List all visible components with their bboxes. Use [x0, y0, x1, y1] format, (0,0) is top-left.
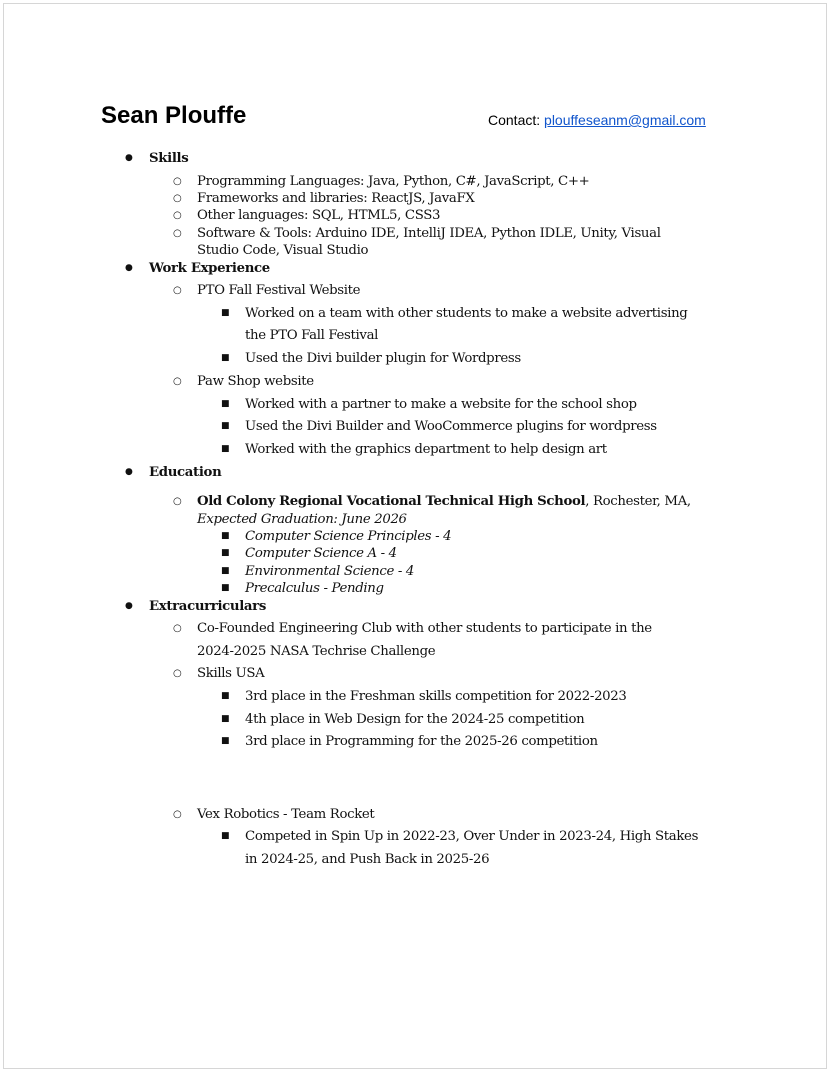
skill-item: ○ Programming Languages: Java, Python, C#, JavaScript, C++: [197, 173, 589, 190]
section-heading-education: ● Education: [149, 464, 221, 481]
skill-item-continuation: Studio Code, Visual Studio: [197, 243, 369, 258]
activity-bullet-continuation: in 2024-25, and Push Back in 2025-26: [245, 852, 490, 867]
section-heading-skills: ● Skills: [149, 150, 188, 167]
course-item: ■ Precalculus - Pending: [245, 580, 384, 597]
resume-name: Sean Plouffe: [101, 102, 247, 129]
email-link[interactable]: plouffeseanm@gmail.com: [544, 112, 706, 128]
school-location: , Rochester, MA,: [585, 494, 691, 509]
job-bullet: ■ Worked on a team with other students to make a website advertising: [245, 305, 687, 322]
contact-line: [488, 112, 706, 128]
course-item: ■ Computer Science Principles - 4: [245, 528, 451, 545]
skill-item: ○ Frameworks and libraries: ReactJS, JavaFX: [197, 190, 474, 207]
activity-item-continuation: 2024-2025 NASA Techrise Challenge: [197, 644, 436, 659]
job-bullet: ■ Worked with the graphics department to help design art: [245, 441, 607, 458]
activity-bullet: ■ 3rd place in Programming for the 2025-26 competition: [245, 733, 598, 750]
activity-bullet: ■ 3rd place in the Freshman skills competition for 2022-2023: [245, 688, 627, 705]
job-bullet-continuation: the PTO Fall Festival: [245, 328, 379, 343]
course-item: ■ Computer Science A - 4: [245, 545, 397, 562]
job-bullet: ■ Used the Divi builder plugin for Wordpress: [245, 350, 521, 367]
skill-item: ○ Software & Tools: Arduino IDE, IntelliJ IDEA, Python IDLE, Unity, Visual: [197, 225, 661, 242]
graduation-date: Expected Graduation: June 2026: [197, 512, 407, 527]
job-title: ○ PTO Fall Festival Website: [197, 282, 360, 299]
skill-item: ○ Other languages: SQL, HTML5, CSS3: [197, 207, 440, 224]
contact-label: Contact:: [488, 112, 545, 128]
school-name: Old Colony Regional Vocational Technical High School: [197, 494, 586, 509]
job-title: ○ Paw Shop website: [197, 373, 314, 390]
activity-title: ○ Vex Robotics - Team Rocket: [197, 806, 374, 823]
activity-bullet: ■ 4th place in Web Design for the 2024-25 competition: [245, 711, 584, 728]
section-heading-work: ● Work Experience: [149, 260, 270, 277]
course-item: ■ Environmental Science - 4: [245, 563, 414, 580]
school-line: [197, 493, 691, 510]
activity-title: ○ Skills USA: [197, 665, 264, 682]
section-heading-extracurriculars: ● Extracurriculars: [149, 598, 266, 615]
job-bullet: ■ Worked with a partner to make a website for the school shop: [245, 396, 637, 413]
activity-bullet: ■ Competed in Spin Up in 2022-23, Over Under in 2023-24, High Stakes: [245, 828, 698, 845]
activity-item: ○ Co-Founded Engineering Club with other students to participate in the: [197, 620, 652, 637]
job-bullet: ■ Used the Divi Builder and WooCommerce plugins for wordpress: [245, 418, 657, 435]
